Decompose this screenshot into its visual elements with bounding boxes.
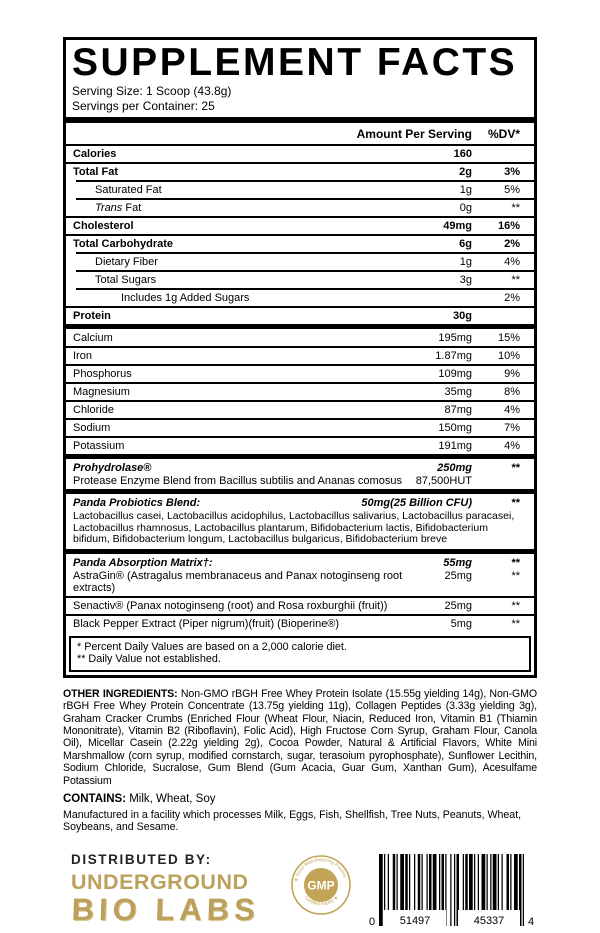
- nutrient-dv: 4%: [504, 440, 520, 452]
- nutrient-row: [66, 180, 534, 198]
- nutrient-dv: **: [511, 617, 520, 630]
- servings-per-container: Servings per Container: 25: [72, 99, 215, 113]
- nutrient-dv: 9%: [504, 368, 520, 380]
- nutrient-row: [66, 198, 534, 216]
- nutrient-name: Includes 1g Added Sugars: [121, 292, 250, 304]
- supplement-facts-panel: [63, 37, 537, 678]
- nutrient-amount: 195mg: [438, 332, 472, 344]
- nutrient-dv: 5%: [504, 184, 520, 196]
- nutrient-dv: 7%: [504, 422, 520, 434]
- nutrient-name: Prohydrolase®: [73, 462, 152, 474]
- nutrient-dv: 8%: [504, 386, 520, 398]
- nutrient-row: [66, 596, 534, 614]
- nutrient-name: Senactiv® (Panax notoginseng (root) and Rosa roxburghii (fruit)): [73, 599, 388, 612]
- nutrient-name: Total Carbohydrate: [73, 238, 174, 250]
- nutrient-dv: 15%: [497, 332, 520, 344]
- other-ingredients-label: OTHER INGREDIENTS:: [63, 687, 178, 700]
- upc-barcode: [367, 852, 537, 933]
- blend-description: Lactobacillus casei, Lactobacillus acidophilus, Lactobacillus salivarius, Lactobacillus paracasei, Lactobacillus rhamnosus, Lactobacillus plantarum, Bifidobacterium lactis, Bifidobacterium bifidum, Bifidobacterium longum, Lactobacillus bulgaricus, Bifidobacterium breve: [73, 510, 515, 546]
- nutrient-amount: 191mg: [438, 440, 472, 452]
- nutrient-amount: 87,500HUT: [415, 475, 472, 487]
- footnote-not-established: ** Daily Value not established.: [77, 653, 221, 666]
- nutrient-name: Trans Fat: [95, 202, 142, 214]
- facility-statement: Manufactured in a facility which processes Milk, Eggs, Fish, Shellfish, Tree Nuts, Peanuts, Wheat, Soybeans, and Sesame.: [63, 809, 522, 834]
- nutrient-row: [66, 489, 534, 549]
- contains-label: CONTAINS:: [63, 793, 127, 806]
- nutrient-amount: 25mg: [444, 599, 472, 612]
- nutrient-row: [66, 144, 534, 162]
- nutrient-row: [66, 162, 534, 180]
- brand-name-bio-labs: BIO LABS: [71, 891, 261, 927]
- contains-text: Milk, Wheat, Soy: [126, 793, 216, 806]
- nutrient-amount: 6g: [459, 238, 472, 250]
- nutrient-row: [66, 252, 534, 270]
- nutrient-amount: 25mg: [444, 569, 472, 582]
- distributed-by-label: DISTRIBUTED BY:: [71, 851, 212, 867]
- percent-dv-header: %DV*: [487, 127, 520, 141]
- nutrient-name: Magnesium: [73, 386, 130, 398]
- bottom-row: [63, 852, 537, 933]
- nutrient-amount: 160: [453, 148, 472, 160]
- serving-size: Serving Size: 1 Scoop (43.8g): [72, 84, 232, 98]
- nutrient-amount: 30g: [453, 310, 472, 322]
- nutrient-amount: 50mg(25 Billion CFU): [361, 497, 472, 509]
- nutrient-name: Total Fat: [73, 166, 119, 178]
- nutrient-name: Panda Absorption Matrix†:: [73, 556, 213, 569]
- nutrient-name: Cholesterol: [73, 220, 134, 232]
- nutrient-dv: 10%: [497, 350, 520, 362]
- nutrient-amount: 0g: [459, 202, 472, 214]
- other-ingredients-text: Non-GMO rBGH Free Whey Protein Isolate (15.55g yielding 14g), Non-GMO rBGH Free Whey Protein Concentrate (13.75g yielding 11g), Collagen Peptides (3.33g yielding 3g), Graham Cracker Crumbs (Enriched Flour (Wheat Flour, Niacin, Reduced Iron, Vitamin B1 (Thiamin Mononitrate), Vitamin B2 (Riboflavin), Folic Acid), High Fructose Corn Syrup, Graham Flour, Canola Oil), Micellar Casein (2.22g yielding 2g), Cocoa Powder, Natural & Artificial Flavors, White Mini Marshmallow (corn syrup, modified cornstarch, sugar, terasoium pyrophosphate), Sunflower Lecithin, Sodium Chloride, Sucralose, Gum Blend (Gum Acacia, Guar Gum, Xanthan Gum), Acesulfame Potassium: [63, 687, 538, 787]
- nutrient-row: [66, 549, 534, 596]
- nutrient-name: Calories: [73, 148, 117, 160]
- nutrient-row: [66, 436, 534, 454]
- nutrient-name: Saturated Fat: [95, 184, 162, 196]
- nutrient-amount: 55mg: [443, 556, 472, 569]
- nutrient-dv: 4%: [504, 256, 520, 268]
- upc-digits-group1: 51497: [399, 914, 431, 927]
- nutrient-amount: 3g: [459, 274, 472, 286]
- panel-title: SUPPLEMENT FACTS: [72, 41, 518, 84]
- nutrient-name: Iron: [73, 350, 92, 362]
- nutrient-amount: 49mg: [443, 220, 472, 232]
- nutrient-row: [66, 418, 534, 436]
- nutrient-row: [66, 324, 534, 346]
- nutrient-dv: **: [511, 497, 520, 509]
- nutrient-row: [66, 234, 534, 252]
- nutrient-dv: **: [511, 569, 520, 582]
- contains-line: [63, 793, 537, 806]
- footnotes-box: [69, 636, 531, 672]
- nutrient-amount: 87mg: [444, 404, 472, 416]
- nutrient-amount: 1.87mg: [435, 350, 472, 362]
- nutrient-name: Protein: [73, 310, 111, 322]
- nutrient-dv: **: [511, 556, 520, 569]
- nutrient-amount: 1g: [459, 184, 472, 196]
- nutrient-dv: 4%: [504, 404, 520, 416]
- nutrient-name: Sodium: [73, 422, 111, 434]
- nutrient-dv: 3%: [504, 166, 520, 178]
- upc-digits-group2: 45337: [473, 914, 505, 927]
- amount-per-serving-header: Amount Per Serving: [356, 127, 472, 141]
- nutrient-amount: 109mg: [438, 368, 472, 380]
- nutrient-row: [66, 400, 534, 418]
- nutrient-name: Total Sugars: [95, 274, 157, 286]
- nutrient-row: [66, 288, 534, 306]
- nutrient-dv: 2%: [504, 238, 520, 250]
- brand-logo: [63, 851, 261, 928]
- nutrient-dv: 2%: [504, 292, 520, 304]
- upc-digit-right: 4: [527, 915, 535, 928]
- upc-digit-left: 0: [368, 915, 376, 928]
- nutrient-rows: [66, 144, 534, 632]
- nutrient-amount: 150mg: [438, 422, 472, 434]
- nutrient-name: AstraGin® (Astragalus membranaceus and Panax notoginseng root extracts): [73, 569, 403, 594]
- nutrient-row: [66, 270, 534, 288]
- nutrient-row: [66, 382, 534, 400]
- nutrient-amount: 2g: [459, 166, 472, 178]
- nutrient-row: [66, 306, 534, 324]
- gmp-text: GMP: [307, 878, 335, 893]
- nutrient-dv: 16%: [497, 220, 520, 232]
- column-header-row: [66, 123, 534, 144]
- nutrient-name: Calcium: [73, 332, 113, 344]
- nutrient-dv: **: [511, 462, 520, 474]
- nutrient-amount: 5mg: [450, 617, 472, 630]
- gmp-arc-top-text: ★ Good Manufacturing Practice: [293, 856, 348, 883]
- nutrient-name: Dietary Fiber: [95, 256, 158, 268]
- nutrient-row: [66, 216, 534, 234]
- nutrient-row: [66, 614, 534, 632]
- nutrient-row: [66, 364, 534, 382]
- nutrient-dv: **: [511, 274, 520, 286]
- other-ingredients: [63, 688, 537, 787]
- gmp-badge: [290, 854, 352, 921]
- nutrient-name: Panda Probiotics Blend:: [73, 497, 201, 509]
- brand-name-underground: UNDERGROUND: [71, 869, 249, 894]
- nutrient-row: [66, 346, 534, 364]
- gmp-badge-icon: [290, 854, 352, 916]
- nutrient-dv: **: [511, 599, 520, 612]
- upc-barcode-icon: [367, 852, 537, 928]
- nutrient-name: Phosphorus: [73, 368, 132, 380]
- nutrient-amount: 35mg: [444, 386, 472, 398]
- nutrient-name: Chloride: [73, 404, 114, 416]
- nutrient-name: Potassium: [73, 440, 125, 452]
- gmp-arc-bottom-text: Certified Facility ★: [303, 894, 340, 907]
- nutrient-dv: **: [511, 202, 520, 214]
- nutrient-name: Protease Enzyme Blend from Bacillus subtilis and Ananas comosus: [73, 475, 402, 487]
- nutrient-row: [66, 454, 534, 489]
- footnote-dv: * Percent Daily Values are based on a 2,000 calorie diet.: [77, 640, 347, 653]
- nutrient-amount: 1g: [459, 256, 472, 268]
- nutrient-amount: 250mg: [437, 462, 472, 474]
- nutrient-name: Black Pepper Extract (Piper nigrum)(fruit) (Bioperine®): [73, 617, 340, 630]
